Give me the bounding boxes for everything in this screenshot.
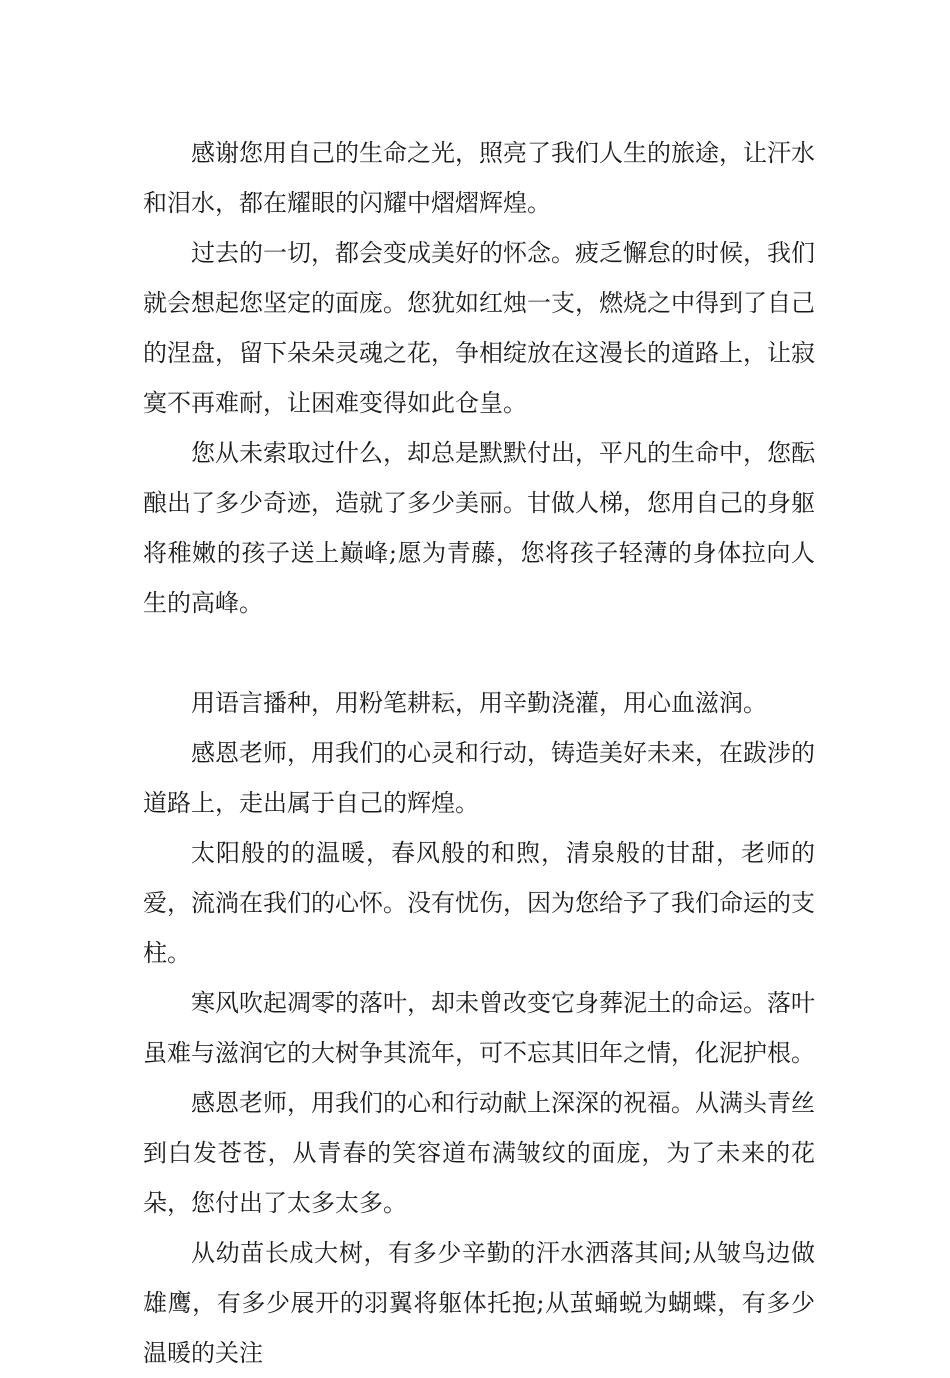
paragraph: 太阳般的的温暖，春风般的和煦，清泉般的甘甜，老师的爱，流淌在我们的心怀。没有忧伤，因为您给予了我们命运的支柱。 [143, 839, 815, 967]
paragraph: 感谢您用自己的生命之光，照亮了我们人生的旅途，让汗水和泪水，都在耀眼的闪耀中熠熠辉煌。 [143, 139, 815, 217]
paragraph: 过去的一切，都会变成美好的怀念。疲乏懈怠的时候，我们就会想起您坚定的面庞。您犹如红烛一支，燃烧之中得到了自己的涅盘，留下朵朵灵魂之花，争相绽放在这漫长的道路上，让寂寞不再难耐，让困难变得如此仓皇。 [143, 239, 815, 417]
paragraph: 感恩老师，用我们的心灵和行动，铸造美好未来，在跋涉的道路上，走出属于自己的辉煌。 [143, 739, 815, 817]
paragraph: 您从未索取过什么，却总是默默付出，平凡的生命中，您酝酿出了多少奇迹，造就了多少美丽。甘做人梯，您用自己的身躯将稚嫩的孩子送上巅峰;愿为青藤，您将孩子轻薄的身体拉向人生的高峰。 [143, 439, 815, 617]
paragraph: 感恩老师，用我们的心和行动献上深深的祝福。从满头青丝到白发苍苍，从青春的笑容道布满皱纹的面庞，为了未来的花朵，您付出了太多太多。 [143, 1089, 815, 1217]
paragraph: 从幼苗长成大树，有多少辛勤的汗水洒落其间;从皱鸟边做雄鹰，有多少展开的羽翼将躯体托抱;从茧蛹蜕为蝴蝶，有多少温暖的关注 [143, 1239, 815, 1367]
document-body [143, 128, 815, 1378]
paragraph: 寒风吹起凋零的落叶，却未曾改变它身葬泥土的命运。落叶虽难与滋润它的大树争其流年，可不忘其旧年之情，化泥护根。 [143, 989, 815, 1067]
paragraph: 用语言播种，用粉笔耕耘，用辛勤浇灌，用心血滋润。 [191, 689, 767, 717]
paragraph-gap [143, 628, 815, 678]
